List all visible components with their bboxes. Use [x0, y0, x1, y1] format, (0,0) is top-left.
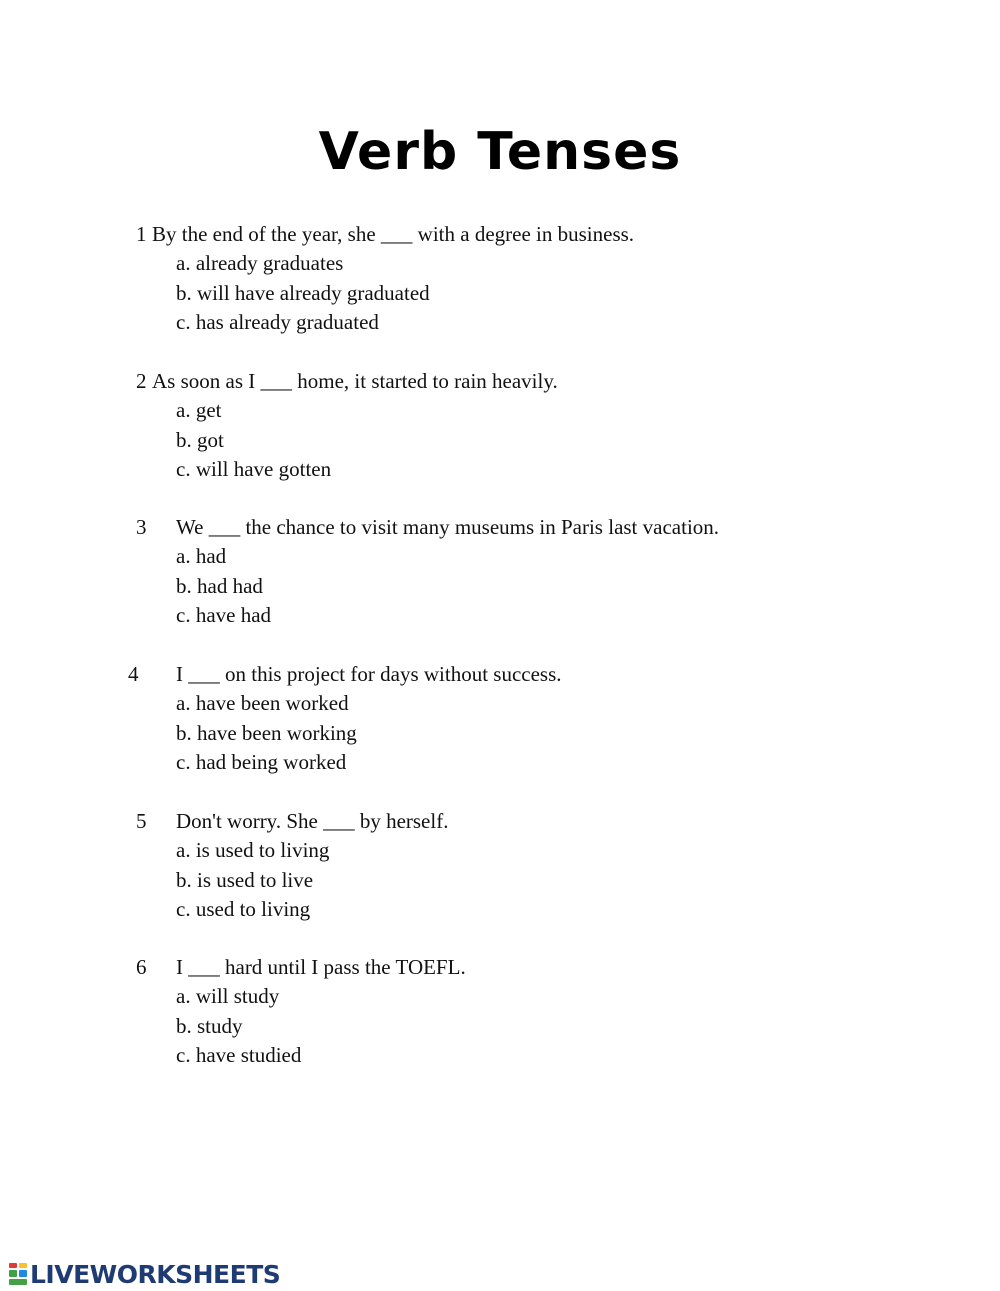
question-6 — [0, 953, 466, 1070]
page-title: Verb Tenses — [318, 122, 682, 182]
option-list — [176, 542, 271, 630]
question-2 — [0, 367, 558, 484]
liveworksheets-logo[interactable] — [8, 1260, 280, 1288]
option-c[interactable]: c. had being worked — [176, 749, 347, 774]
question-text: We ___ the chance to visit many museums in Paris last vacation. — [176, 515, 720, 539]
option-b[interactable]: b. is used to live — [176, 867, 314, 892]
question-text: Don't worry. She ___ by herself. — [176, 809, 449, 833]
question-4 — [0, 660, 562, 777]
question-3 — [0, 513, 720, 630]
logo-text: LIVEWORKSHEETS — [30, 1259, 281, 1289]
question-text: As soon as I ___ home, it started to rain heavily. — [152, 369, 558, 393]
option-list — [176, 396, 331, 484]
option-a[interactable]: a. is used to living — [176, 838, 330, 863]
question-1 — [0, 220, 635, 337]
option-a[interactable]: a. will study — [176, 984, 280, 1009]
logo-block-yellow — [19, 1263, 27, 1268]
option-b[interactable]: b. study — [176, 1013, 243, 1038]
option-b[interactable]: b. have been working — [176, 720, 357, 745]
option-list — [176, 982, 301, 1070]
option-c[interactable]: c. have had — [176, 602, 272, 627]
option-a[interactable]: a. had — [176, 544, 227, 569]
logo-block-green-base — [9, 1279, 27, 1285]
question-number: 2 — [136, 369, 147, 393]
option-b[interactable]: b. got — [176, 427, 224, 452]
logo-block-blue — [19, 1270, 27, 1277]
question-text: I ___ on this project for days without success. — [176, 662, 562, 686]
option-list — [176, 836, 329, 924]
option-c[interactable]: c. has already graduated — [176, 309, 379, 334]
option-c[interactable]: c. have studied — [176, 1042, 302, 1067]
question-stem — [0, 513, 720, 542]
option-a[interactable]: a. already graduates — [176, 251, 344, 276]
question-number: 6 — [136, 955, 147, 979]
question-stem — [0, 660, 562, 689]
option-c[interactable]: c. will have gotten — [176, 456, 332, 481]
question-text: I ___ hard until I pass the TOEFL. — [176, 955, 466, 979]
liveworksheets-logo-icon — [8, 1261, 28, 1287]
logo-block-red — [9, 1263, 17, 1268]
question-stem — [0, 953, 466, 982]
question-number: 1 — [136, 222, 147, 246]
question-number: 3 — [136, 515, 147, 539]
question-number: 4 — [128, 662, 139, 686]
option-a[interactable]: a. have been worked — [176, 691, 349, 716]
question-stem — [0, 807, 449, 836]
option-b[interactable]: b. had had — [176, 573, 263, 598]
question-stem — [0, 367, 558, 396]
question-stem — [0, 220, 635, 249]
question-text: By the end of the year, she ___ with a degree in business. — [152, 222, 635, 246]
logo-block-green — [9, 1270, 17, 1277]
option-a[interactable]: a. get — [176, 398, 222, 423]
option-list — [176, 689, 357, 777]
option-b[interactable]: b. will have already graduated — [176, 280, 430, 305]
option-list — [176, 249, 430, 337]
question-5 — [0, 807, 449, 924]
question-number: 5 — [136, 809, 147, 833]
option-c[interactable]: c. used to living — [176, 896, 311, 921]
